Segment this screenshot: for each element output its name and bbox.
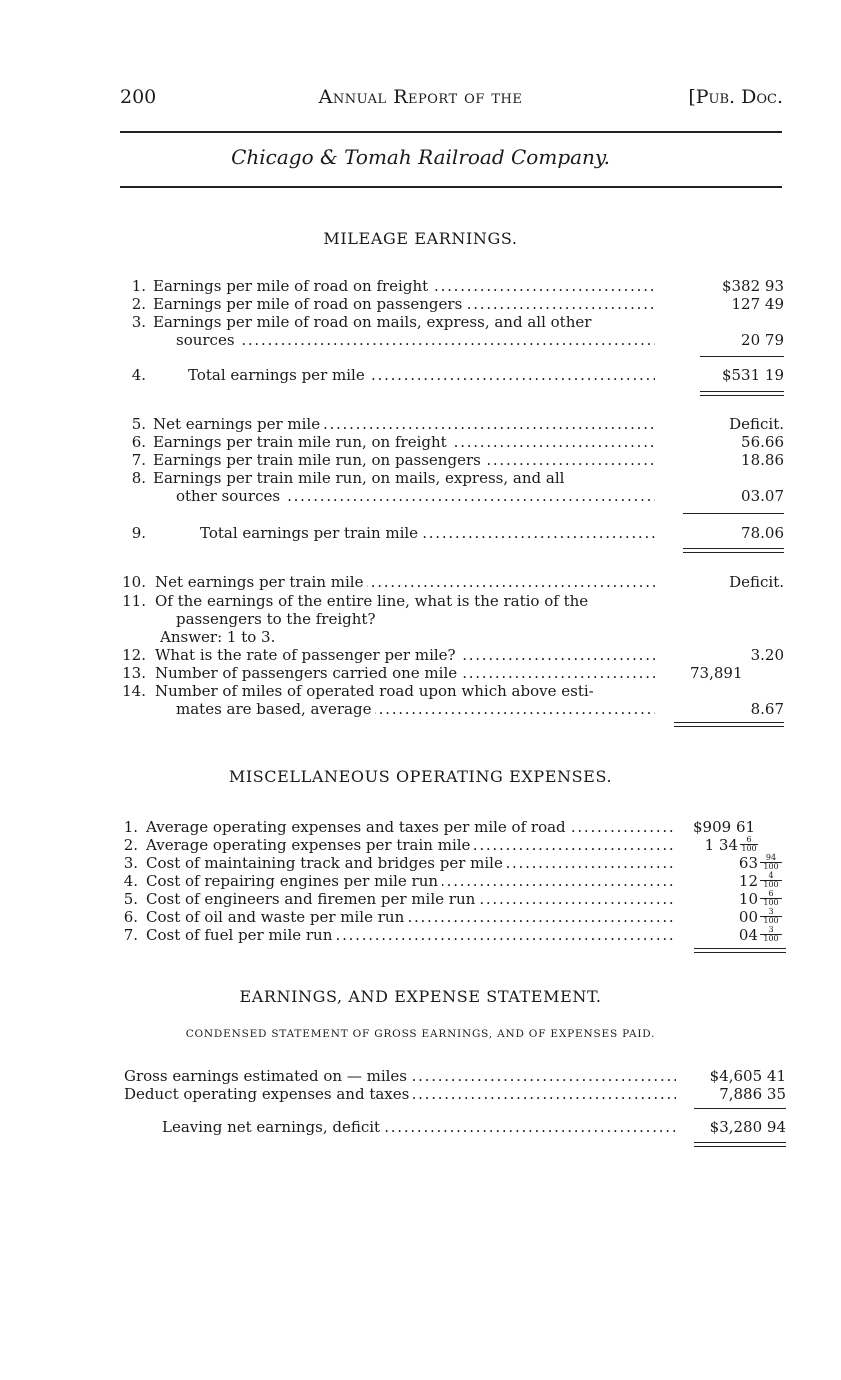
item-value: 78.06: [741, 524, 784, 542]
total-row: [0, 1118, 841, 1137]
list-item: [0, 469, 841, 488]
item-label: Net earnings per mile: [153, 415, 324, 433]
item-value: 04: [738, 926, 758, 944]
sum-rule: [700, 356, 784, 357]
item-number: 2.: [131, 295, 146, 313]
fraction-denominator: 100: [760, 916, 782, 925]
item-label: Earnings per mile of road on passengers: [153, 295, 466, 313]
list-item: [0, 295, 841, 314]
fraction-numerator: 3: [768, 925, 774, 934]
item-label: Deduct operating expenses and taxes: [124, 1085, 413, 1103]
item-value: 10: [738, 890, 758, 908]
item-number: 8.: [131, 469, 146, 487]
sum-rule: [694, 1108, 786, 1109]
page-number: 200: [120, 86, 157, 108]
item-value: $3,280 94: [709, 1118, 786, 1136]
item-value: 73,891: [690, 664, 743, 682]
item-label: Cost of maintaining track and bridges per mile: [146, 854, 507, 872]
item-value: 7,886 35: [719, 1085, 786, 1103]
item-label: Average operating expenses and taxes per mile of road: [146, 818, 570, 836]
item-value: $909 61: [693, 818, 756, 836]
fraction-numerator: 94: [765, 853, 777, 862]
fraction: [740, 836, 758, 853]
fraction-numerator: 4: [768, 871, 774, 880]
item-number: 1.: [123, 818, 138, 836]
item-value: 12: [738, 872, 758, 890]
list-item: [0, 277, 841, 296]
list-item: [0, 818, 841, 837]
item-label: passengers to the freight?: [176, 610, 379, 628]
item-label: Total earnings per train mile: [200, 524, 422, 542]
item-number: 10.: [122, 573, 146, 591]
list-item: [0, 908, 841, 927]
list-item: [0, 331, 841, 350]
fraction: [760, 890, 782, 907]
doc-reference: [Pub. Doc.: [688, 86, 783, 108]
fraction-denominator: 100: [760, 862, 782, 871]
item-label: sources: [176, 331, 239, 349]
item-number: 14.: [122, 682, 146, 700]
list-item: [0, 1085, 841, 1104]
list-item: [0, 573, 841, 592]
item-label: Cost of engineers and firemen per mile run: [146, 890, 479, 908]
fraction-denominator: 100: [760, 934, 782, 943]
list-item: [0, 700, 841, 719]
double-rule: [700, 391, 784, 396]
item-label: Total earnings per mile: [188, 366, 369, 384]
item-value: $531 19: [721, 366, 784, 384]
list-item: [0, 836, 841, 855]
list-item: [0, 433, 841, 452]
fraction-denominator: 100: [741, 844, 757, 853]
list-item: [0, 415, 841, 434]
list-item: [0, 890, 841, 909]
item-value: $4,605 41: [709, 1067, 786, 1085]
item-number: 4.: [131, 366, 146, 384]
item-number: 6.: [123, 908, 138, 926]
company-rule: [120, 186, 782, 188]
fraction: [760, 908, 782, 925]
company-title: Chicago & Tomah Railroad Company.: [231, 145, 610, 169]
list-item: [0, 451, 841, 470]
item-label: Earnings per train mile run, on mails, express, and all: [153, 469, 568, 487]
item-label: Earnings per mile of road on mails, express, and all other: [153, 313, 595, 331]
list-item: [0, 592, 841, 611]
item-value: 18.86: [741, 451, 784, 469]
item-number: 9.: [131, 524, 146, 542]
item-value: 3.20: [750, 646, 784, 664]
fraction-numerator: 6: [768, 889, 774, 898]
item-value: 1 34: [704, 836, 738, 854]
list-item: [0, 664, 841, 683]
item-number: 4.: [123, 872, 138, 890]
item-label: What is the rate of passenger per mile?: [155, 646, 460, 664]
list-item: [0, 313, 841, 332]
section-title-misc: MISCELLANEOUS OPERATING EXPENSES.: [228, 767, 613, 786]
item-value: 03.07: [741, 487, 784, 505]
item-number: 11.: [122, 592, 146, 610]
total-row: [0, 524, 841, 543]
list-item: [0, 1067, 841, 1086]
item-number: 2.: [123, 836, 138, 854]
header-rule: [120, 131, 782, 133]
running-title: Annual Report of the: [318, 86, 523, 108]
double-rule: [694, 948, 786, 953]
section-title-mileage: MILEAGE EARNINGS.: [323, 229, 518, 248]
fraction: [760, 926, 782, 943]
item-label: Gross earnings estimated on — miles: [124, 1067, 411, 1085]
item-number: 3.: [123, 854, 138, 872]
item-label: Earnings per train mile run, on freight: [153, 433, 451, 451]
item-value: 00: [738, 908, 758, 926]
item-value: 56.66: [741, 433, 784, 451]
list-item: [0, 872, 841, 891]
item-value: 20 79: [741, 331, 784, 349]
item-number: 13.: [122, 664, 146, 682]
item-label: mates are based, average: [176, 700, 375, 718]
answer-text: Answer: 1 to 3.: [160, 628, 279, 646]
fraction-numerator: 6: [746, 835, 752, 844]
item-label: Cost of oil and waste per mile run: [146, 908, 408, 926]
double-rule: [694, 1142, 786, 1147]
section-title-statement: EARNINGS, AND EXPENSE STATEMENT.: [239, 987, 602, 1006]
fraction: [760, 854, 782, 871]
item-number: 3.: [131, 313, 146, 331]
item-number: 1.: [131, 277, 146, 295]
double-rule: [674, 722, 784, 727]
list-item: [0, 682, 841, 701]
item-value: Deficit.: [729, 415, 784, 433]
item-number: 7.: [123, 926, 138, 944]
item-label: Average operating expenses per train mile: [146, 836, 474, 854]
fraction-numerator: 3: [768, 907, 774, 916]
item-value: 8.67: [750, 700, 784, 718]
item-label: Cost of fuel per mile run: [146, 926, 336, 944]
item-label: Net earnings per train mile: [155, 573, 367, 591]
item-label: Number of miles of operated road upon which above esti-: [155, 682, 598, 700]
fraction-denominator: 100: [760, 880, 782, 889]
item-label: Earnings per mile of road on freight: [153, 277, 432, 295]
item-label: other sources: [176, 487, 284, 505]
item-label: Of the earnings of the entire line, what is the ratio of the: [155, 592, 592, 610]
item-value: $382 93: [721, 277, 784, 295]
item-number: 6.: [131, 433, 146, 451]
item-number: 7.: [131, 451, 146, 469]
statement-subtitle: CONDENSED STATEMENT OF GROSS EARNINGS, AND OF EXPENSES PAID.: [185, 1028, 656, 1040]
item-number: 5.: [131, 415, 146, 433]
fraction-denominator: 100: [760, 898, 782, 907]
list-item: [0, 487, 841, 506]
list-item: [0, 854, 841, 873]
item-value: 127 49: [731, 295, 784, 313]
sum-rule: [683, 513, 784, 514]
item-label: Earnings per train mile run, on passengers: [153, 451, 485, 469]
total-row: [0, 366, 841, 385]
double-rule: [683, 548, 784, 553]
list-item: [0, 610, 841, 629]
list-item: [0, 926, 841, 945]
fraction: [760, 872, 782, 889]
item-label: Number of passengers carried one mile: [155, 664, 461, 682]
item-value: Deficit.: [729, 573, 784, 591]
list-item: [0, 628, 841, 647]
item-label: Leaving net earnings, deficit: [162, 1118, 384, 1136]
item-number: 12.: [122, 646, 146, 664]
item-number: 5.: [123, 890, 138, 908]
list-item: [0, 646, 841, 665]
item-value: 63: [738, 854, 758, 872]
item-label: Cost of repairing engines per mile run: [146, 872, 442, 890]
